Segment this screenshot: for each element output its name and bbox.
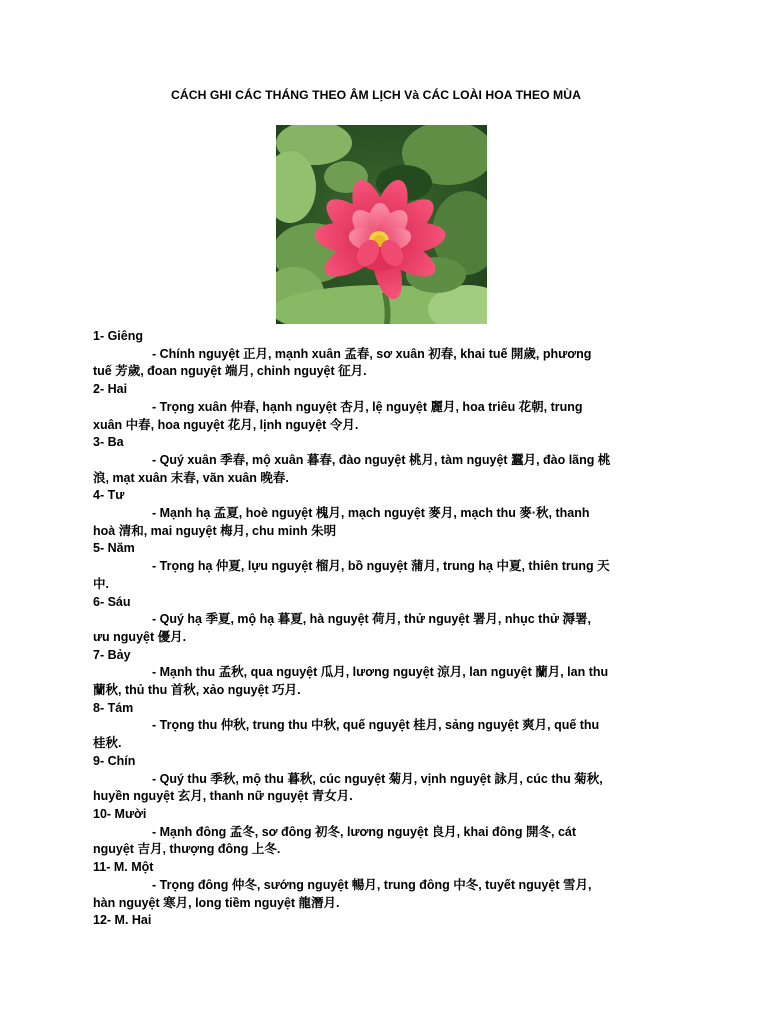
month-text-line: - Trọng đông 仲冬, sướng nguyệt 暢月, trung đông 中冬, tuyết nguyệt 雪月, xyxy=(152,877,592,892)
month-text-line: - Mạnh thu 孟秋, qua nguyệt 瓜月, lương nguyệt 涼月, lan nguyệt 蘭月, lan thu xyxy=(152,665,609,680)
month-heading: 9- Chín xyxy=(93,753,136,768)
month-heading: 5- Năm xyxy=(93,541,135,556)
month-heading: 6- Sáu xyxy=(93,594,131,609)
list-item xyxy=(93,434,683,487)
month-text-line: - Trọng hạ 仲夏, lựu nguyệt 榴月, bồ nguyệt 蒲月, trung hạ 中夏, thiên trung 天 xyxy=(152,559,610,574)
month-list xyxy=(93,328,683,930)
month-heading: 11- M. Một xyxy=(93,860,154,875)
month-text-line: huyền nguyệt 玄月, thanh nữ nguyệt 青女月. xyxy=(93,789,353,804)
month-heading: 2- Hai xyxy=(93,382,128,397)
month-text-line: - Quý thu 季秋, mộ thu 暮秋, cúc nguyệt 菊月, vịnh nguyệt 詠月, cúc thu 菊秋, xyxy=(152,771,603,786)
list-item xyxy=(93,487,683,540)
list-item xyxy=(93,328,683,381)
month-text-line: hoà 清和, mai nguyệt 梅月, chu minh 朱明 xyxy=(93,523,337,538)
month-text-line: tuế 芳歲, đoan nguyệt 端月, chinh nguyệt 征月. xyxy=(93,364,367,379)
list-item xyxy=(93,753,683,806)
month-heading: 10- Mười xyxy=(93,806,147,821)
month-text-line: - Quý xuân 季春, mộ xuân 暮春, đào nguyệt 桃月, tàm nguyệt 蠶月, đào lãng 桃 xyxy=(152,452,611,467)
document-title: CÁCH GHI CÁC THÁNG THEO ÂM LỊCH Và CÁC LOÀI HOA THEO MÙA xyxy=(171,88,581,102)
month-text-line: ưu nguyệt 優月. xyxy=(93,629,187,644)
month-heading: 1- Giêng xyxy=(93,329,144,343)
list-item xyxy=(93,594,683,647)
month-text-line: 桂秋. xyxy=(93,736,122,751)
month-text-line: - Mạnh hạ 孟夏, hoè nguyệt 槐月, mạch nguyệt 麥月, mạch thu 麥·秋, thanh xyxy=(152,506,590,521)
lotus-photo xyxy=(276,125,487,324)
lotus-flower-icon xyxy=(276,125,487,324)
list-item xyxy=(93,647,683,700)
month-text-line: hàn nguyệt 寒月, long tiềm nguyệt 龍潛月. xyxy=(93,895,340,910)
month-text-line: - Mạnh đông 孟冬, sơ đông 初冬, lương nguyệt 良月, khai đông 開冬, cát xyxy=(152,824,577,839)
list-item xyxy=(93,540,683,593)
month-text-line: 蘭秋, thủ thu 首秋, xảo nguyệt 巧月. xyxy=(93,683,301,698)
month-text-line: 浪, mạt xuân 末春, vãn xuân 晚春. xyxy=(93,470,289,485)
list-item xyxy=(93,912,683,930)
month-heading: 7- Bảy xyxy=(93,647,131,662)
month-text-line: - Trọng thu 仲秋, trung thu 中秋, quế nguyệt 桂月, sảng nguyệt 爽月, quế thu xyxy=(152,718,600,733)
month-heading: 12- M. Hai xyxy=(93,913,152,928)
list-item xyxy=(93,700,683,753)
month-text-line: xuân 中春, hoa nguyệt 花月, lịnh nguyệt 令月. xyxy=(93,417,359,432)
list-item xyxy=(93,381,683,434)
month-text-line: - Chính nguyệt 正月, mạnh xuân 孟春, sơ xuân 初春, khai tuế 開歲, phương xyxy=(152,346,592,361)
month-heading: 4- Tư xyxy=(93,488,125,503)
month-heading: 3- Ba xyxy=(93,435,124,450)
month-heading: 8- Tám xyxy=(93,700,134,715)
list-item xyxy=(93,859,683,912)
month-text-line: 中. xyxy=(93,576,109,591)
month-text-line: nguyệt 吉月, thượng đông 上冬. xyxy=(93,842,281,857)
list-item xyxy=(93,806,683,859)
month-text-line: - Quý hạ 季夏, mộ hạ 暮夏, hà nguyệt 荷月, thử nguyệt 署月, nhục thử 溽署, xyxy=(152,612,591,627)
month-text-line: - Trọng xuân 仲春, hạnh nguyệt 杏月, lệ nguyệt 麗月, hoa triêu 花朝, trung xyxy=(152,399,583,414)
